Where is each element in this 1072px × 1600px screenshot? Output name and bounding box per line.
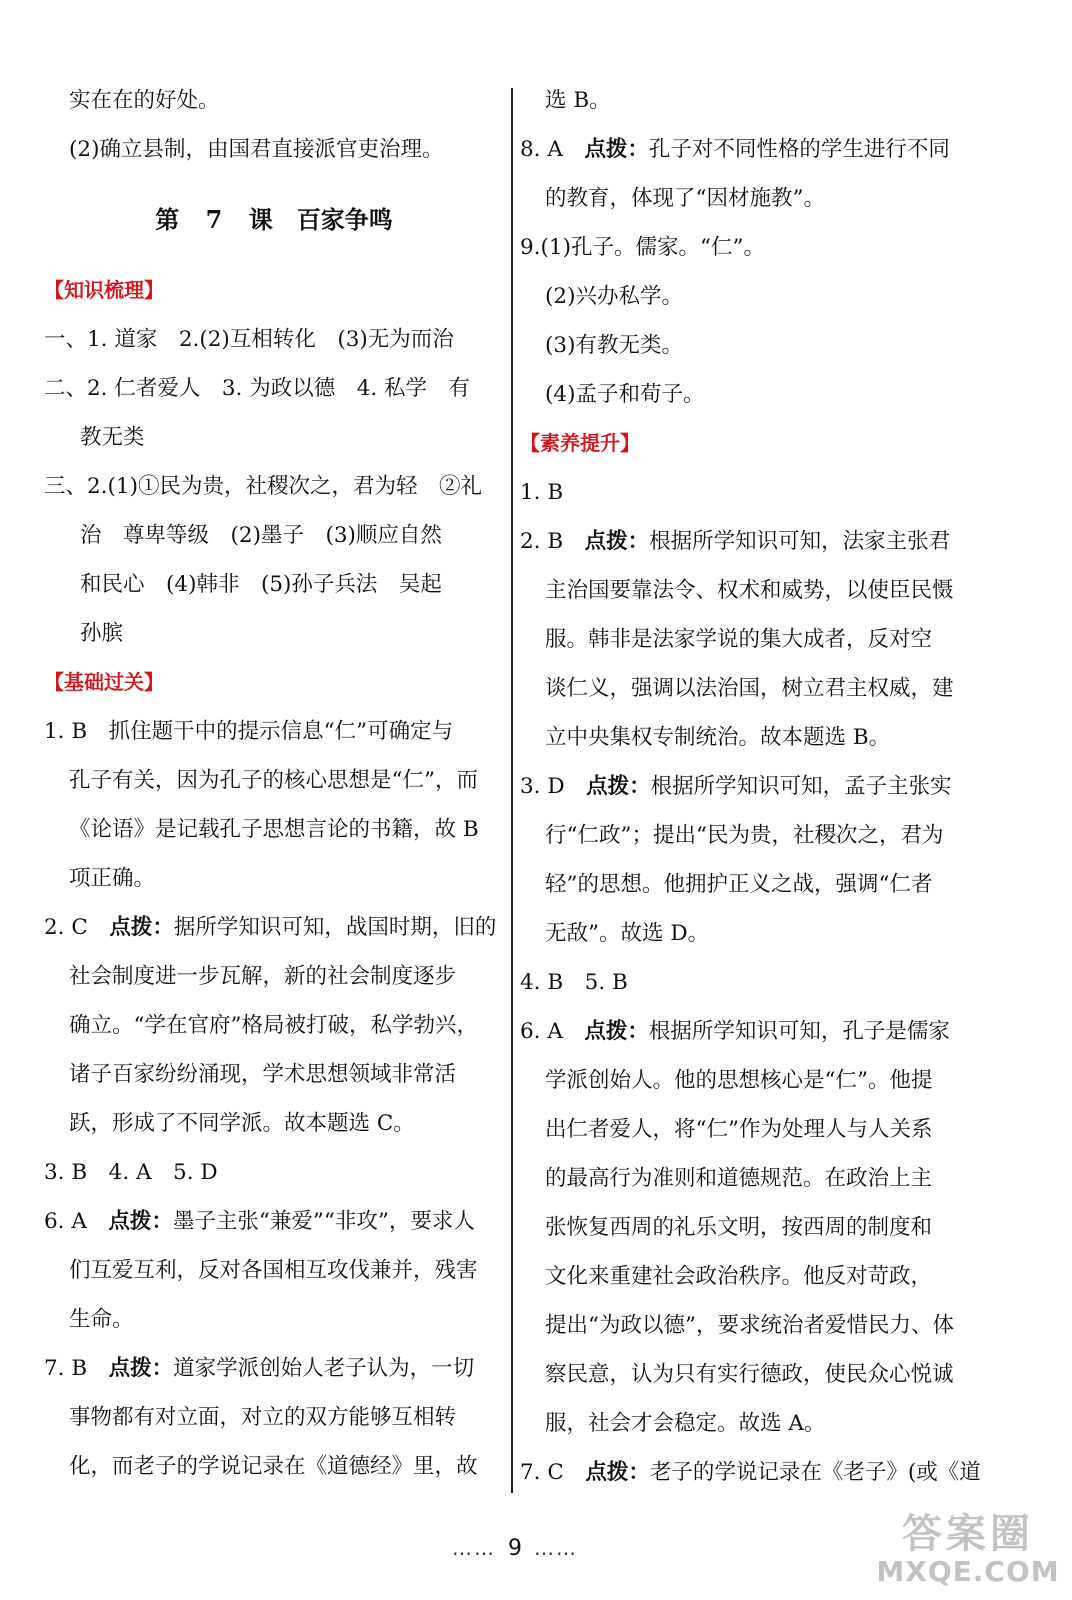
answer-line: 轻”的思想。他拥护正义之战，强调“仁者	[545, 872, 933, 897]
answer-text: 根据所学知识可知，孟子主张实	[650, 774, 952, 799]
answer-text: 道家学派创始人老子认为，一切	[173, 1356, 475, 1381]
answer-line	[520, 1448, 982, 1497]
section-heading-literacy: 【素养提升】	[520, 431, 640, 455]
right-column	[520, 76, 982, 1497]
knowledge-line: 二、2. 仁者爱人 3. 为政以德 4. 私学 有	[44, 376, 471, 401]
watermark-url: MXQE.COM	[876, 1555, 1060, 1588]
answer-line: 出仁者爱人，将“仁”作为处理人与人关系	[545, 1117, 933, 1142]
footer-dots-left: ……	[452, 1536, 496, 1560]
knowledge-line: 一、1. 道家 2.(2)互相转化 (3)无为而治	[44, 327, 454, 352]
answer-line: 谈仁义，强调以法治国，树立君主权威，建	[545, 676, 954, 701]
answer-text: 据所学知识可知，战国时期，旧的	[173, 915, 497, 940]
continued-text: (2)确立县制，由国君直接派官吏治理。	[69, 137, 444, 162]
lesson-title: 第 7 课 百家争鸣	[155, 205, 393, 234]
answer-line	[520, 1007, 982, 1056]
answer-line: 服，社会才会稳定。故选 A。	[545, 1411, 826, 1436]
answer-line: 们互爱互利，反对各国相互攻伐兼并，残害	[69, 1258, 478, 1283]
answer-line: 确立。“学在官府”格局被打破，私学勃兴，	[69, 1013, 478, 1038]
continued-text: 实在在的好处。	[69, 88, 220, 113]
knowledge-line: 和民心 (4)韩非 (5)孙子兵法 吴起	[80, 572, 442, 597]
answer-number: 2. B	[520, 529, 585, 554]
answer-line: 9.(1)孔子。儒家。“仁”。	[520, 235, 765, 260]
answer-line: 提出“为政以德”，要求统治者爱惜民力、体	[545, 1313, 954, 1338]
knowledge-line: 教无类	[80, 425, 145, 450]
answer-line: 项正确。	[69, 866, 156, 891]
left-column	[44, 76, 504, 1491]
answer-line	[44, 1197, 504, 1246]
answer-number: 2. C	[44, 915, 110, 940]
answer-line: (4)孟子和荀子。	[545, 382, 705, 407]
answer-line: 张恢复西周的礼乐文明，按西周的制度和	[545, 1215, 933, 1240]
answer-line: 3. B 4. A 5. D	[44, 1160, 218, 1185]
answer-number: 7. C	[520, 1460, 586, 1485]
hint-label: 点拨：	[584, 1019, 649, 1044]
answer-line: 事物都有对立面，对立的双方能够互相转	[69, 1405, 457, 1430]
answer-text: 孔子对不同性格的学生进行不同	[648, 137, 950, 162]
answer-line: 无敌”。故选 D。	[545, 921, 710, 946]
knowledge-line: 治 尊卑等级 (2)墨子 (3)顺应自然	[80, 523, 442, 548]
answer-line: 诸子百家纷纷涌现，学术思想领域非常活	[69, 1062, 457, 1087]
answer-line	[520, 762, 982, 811]
answer-line: 学派创始人。他的思想核心是“仁”。他提	[545, 1068, 933, 1093]
answer-number: 6. A	[44, 1209, 109, 1234]
watermark-logo	[868, 1512, 1068, 1592]
answer-line: 《论语》是记载孔子思想言论的书籍，故 B	[69, 817, 479, 842]
answer-line: (3)有教无类。	[545, 333, 683, 358]
answer-number: 7. B	[44, 1356, 109, 1381]
hint-label: 点拨：	[585, 1460, 650, 1485]
hint-label: 点拨：	[584, 137, 649, 162]
answer-number: 3. D	[520, 774, 587, 799]
answer-line: 1. B	[520, 480, 564, 505]
answer-number: 8. A	[520, 137, 585, 162]
answer-line: 化，而老子的学说记录在《道德经》里，故	[69, 1454, 478, 1479]
answer-line: 主治国要靠法令、权术和威势，以使臣民慑	[545, 578, 954, 603]
answer-line: (2)兴办私学。	[545, 284, 683, 309]
answer-line	[44, 1344, 504, 1393]
answer-line	[520, 517, 982, 566]
answer-line	[520, 125, 982, 174]
page-number: 9	[508, 1536, 522, 1561]
knowledge-line: 三、2.(1)①民为贵，社稷次之，君为轻 ②礼	[44, 474, 482, 499]
answer-line: 的教育，体现了“因材施教”。	[545, 186, 825, 211]
answer-text: 根据所学知识可知，法家主张君	[649, 529, 951, 554]
answer-line: 服。韩非是法家学说的集大成者，反对空	[545, 627, 933, 652]
answer-line: 1. B 抓住题干中的提示信息“仁”可确定与	[44, 719, 454, 744]
answer-line: 的最高行为准则和道德规范。在政治上主	[545, 1166, 933, 1191]
answer-line	[44, 903, 504, 952]
hint-label: 点拨：	[108, 1356, 174, 1381]
answer-line: 察民意，认为只有实行德政，使民众心悦诚	[545, 1362, 954, 1387]
watermark-logo-text: 答案圈	[902, 1511, 1034, 1557]
section-heading-basic: 【基础过关】	[44, 670, 164, 694]
hint-label: 点拨：	[109, 915, 174, 940]
footer-dots-right: ……	[534, 1536, 578, 1560]
knowledge-line: 孙膑	[80, 621, 124, 646]
answer-line: 社会制度进一步瓦解，新的社会制度逐步	[69, 964, 457, 989]
answer-line: 4. B 5. B	[520, 970, 628, 995]
continued-text: 选 B。	[545, 88, 611, 113]
hint-label: 点拨：	[584, 529, 650, 554]
answer-line: 文化来重建社会政治秩序。他反对苛政，	[545, 1264, 933, 1289]
answer-text: 墨子主张“兼爱”“非攻”，要求人	[172, 1209, 475, 1234]
section-heading-knowledge: 【知识梳理】	[44, 278, 164, 302]
answer-line: 行“仁政”；提出“民为贵，社稷次之，君为	[545, 823, 944, 848]
answer-line: 跃，形成了不同学派。故本题选 C。	[69, 1111, 415, 1136]
answer-line: 立中央集权专制统治。故本题选 B。	[545, 725, 891, 750]
column-divider	[511, 88, 513, 1493]
hint-label: 点拨：	[586, 774, 651, 799]
answer-line: 孔子有关，因为孔子的核心思想是“仁”，而	[69, 768, 478, 793]
hint-label: 点拨：	[108, 1209, 173, 1234]
answer-text: 根据所学知识可知，孔子是儒家	[648, 1019, 950, 1044]
answer-number: 6. A	[520, 1019, 585, 1044]
answer-line: 生命。	[69, 1307, 134, 1332]
answer-text: 老子的学说记录在《老子》(或《道	[649, 1460, 981, 1485]
